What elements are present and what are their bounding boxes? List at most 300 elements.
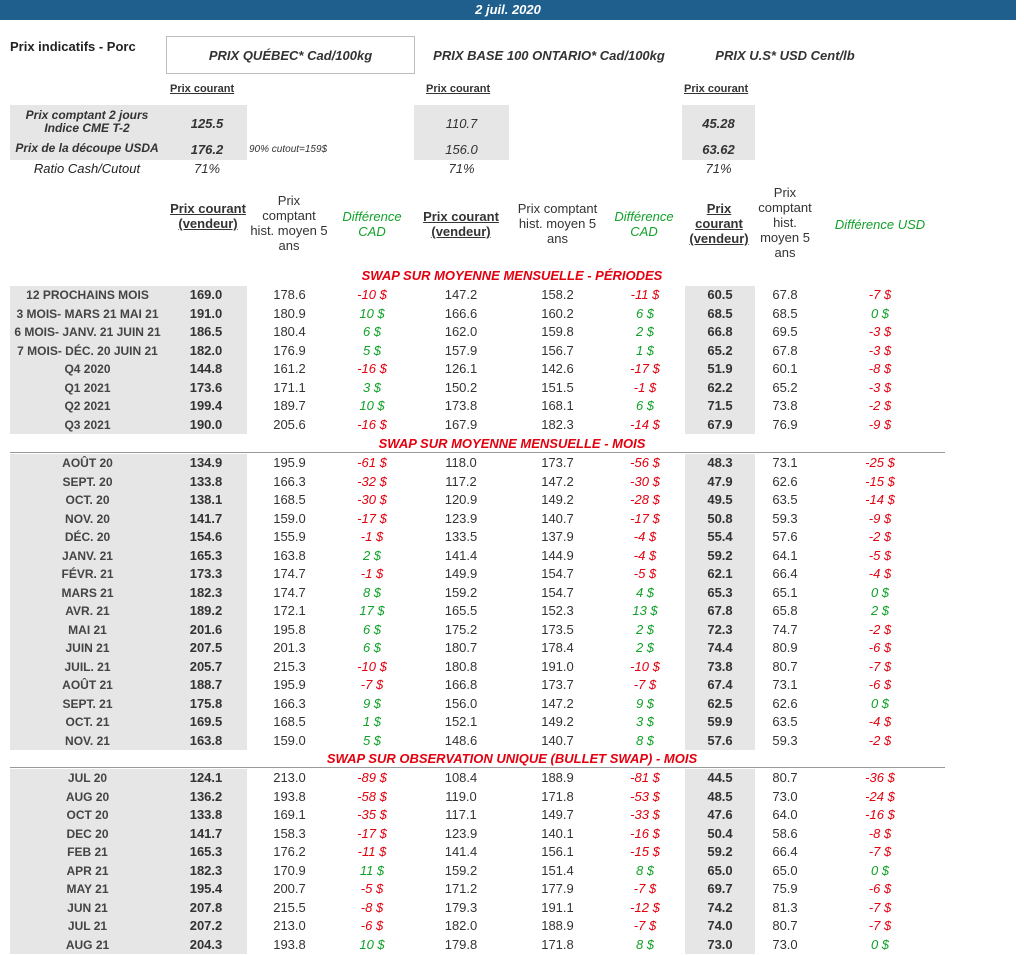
table-cell: 163.8	[189, 732, 223, 748]
table-cell: 188.9	[541, 770, 574, 785]
table-row	[0, 695, 1024, 714]
table-cell: -5 $	[360, 881, 384, 896]
table-cell: 195.9	[273, 677, 306, 692]
table-cell: 47.6	[707, 807, 733, 822]
table-cell: -1 $	[360, 529, 384, 544]
table-row	[0, 286, 1024, 305]
table-cell: -3 $	[868, 324, 892, 339]
table-cell: 67.8	[707, 603, 733, 618]
table-cell: 195.8	[273, 621, 306, 637]
table-row	[0, 843, 1024, 862]
table-cell: 149.9	[444, 566, 478, 581]
table-cell: 177.9	[541, 881, 574, 896]
cutout-label: Prix de la découpe USDA	[15, 141, 159, 155]
table-cell: 74.2	[707, 899, 733, 915]
cash-index-label: Prix comptant 2 jours Indice CME T-2	[25, 108, 149, 135]
table-cell: 207.2	[189, 918, 223, 933]
table-cell: 65.0	[772, 862, 798, 878]
table-cell: 159.8	[541, 324, 574, 339]
table-cell: 73.1	[772, 455, 798, 470]
table-cell: -5 $	[868, 547, 892, 563]
table-cell: 51.9	[707, 361, 733, 376]
table-cell: 201.3	[273, 640, 306, 655]
table-cell: 133.8	[189, 473, 223, 489]
row-label: Q4 2020	[64, 362, 111, 376]
table-cell: 199.4	[189, 398, 223, 413]
table-cell: 154.7	[541, 566, 574, 581]
table-cell: 144.9	[541, 547, 574, 563]
table-cell: 108.4	[444, 770, 478, 785]
col-a-hist: Prix comptant hist. moyen 5 ans	[250, 193, 328, 253]
table-cell: -7 $	[868, 899, 892, 915]
table-cell: 180.8	[444, 658, 478, 674]
table-cell: -8 $	[868, 361, 892, 376]
table-cell: 68.5	[772, 305, 798, 321]
ontario-cutout-value: 156.0	[445, 142, 478, 157]
table-cell: 160.2	[541, 305, 574, 321]
table-cell: -6 $	[868, 881, 892, 896]
table-cell: 69.5	[772, 324, 798, 339]
table-cell: 205.6	[273, 416, 306, 432]
table-cell: 48.5	[707, 788, 733, 804]
table-cell: 63.5	[772, 492, 798, 507]
table-cell: 173.7	[541, 455, 574, 470]
row-label: Q1 2021	[64, 380, 111, 395]
table-cell: 8 $	[635, 936, 655, 952]
col-a-diff: Différence CAD	[342, 209, 402, 239]
table-cell: 6 $	[635, 398, 655, 413]
col-c-prix: Prix courant (vendeur)	[689, 201, 749, 246]
table-cell: 11 $	[359, 862, 385, 878]
table-cell: 173.8	[444, 398, 478, 413]
table-cell: 6 $	[635, 305, 655, 321]
table-cell: 50.4	[707, 825, 733, 841]
table-cell: -2 $	[868, 529, 892, 544]
table-row	[0, 639, 1024, 658]
row-label: 3 MOIS- MARS 21 MAI 21	[16, 306, 159, 321]
table-cell: 182.3	[189, 584, 223, 600]
table-cell: 205.7	[189, 658, 223, 674]
table-cell: 74.0	[707, 918, 733, 933]
row-label: JUIN 21	[65, 641, 110, 655]
table-cell: 119.0	[445, 788, 477, 804]
table-cell: 140.1	[541, 825, 574, 841]
table-cell: 149.2	[541, 714, 574, 729]
table-cell: 55.4	[707, 529, 733, 544]
table-cell: -35 $	[357, 807, 387, 822]
table-cell: -15 $	[630, 844, 660, 859]
row-label: FEB 21	[67, 845, 108, 859]
table-cell: -8 $	[868, 825, 892, 841]
table-row	[0, 917, 1024, 936]
table-cell: 168.5	[273, 492, 306, 507]
table-row	[0, 806, 1024, 825]
table-cell: 67.8	[772, 342, 798, 358]
quebec-header: PRIX QUÉBEC* Cad/100kg	[208, 48, 373, 63]
table-cell: -2 $	[868, 398, 892, 413]
table-cell: 10 $	[359, 398, 385, 413]
table-cell: 174.7	[273, 584, 306, 600]
table-cell: -17 $	[357, 825, 387, 841]
table-cell: 8 $	[635, 732, 655, 748]
table-cell: -17 $	[357, 510, 387, 526]
table-cell: 175.8	[189, 695, 223, 711]
table-cell: -2 $	[868, 732, 892, 748]
table-cell: 73.0	[772, 936, 798, 952]
row-label: DEC 20	[66, 826, 109, 841]
table-cell: -10 $	[630, 658, 660, 674]
table-cell: 182.3	[189, 862, 223, 878]
row-label: Q3 2021	[64, 417, 111, 432]
table-cell: 3 $	[635, 714, 655, 729]
cutout-note: 90% cutout=159$	[249, 144, 328, 155]
table-cell: 195.9	[273, 455, 306, 470]
table-cell: 2 $	[635, 640, 655, 655]
table-cell: 59.9	[707, 714, 733, 729]
table-row	[0, 825, 1024, 844]
table-cell: 74.4	[707, 640, 733, 655]
table-row	[0, 899, 1024, 918]
table-cell: 156.7	[541, 342, 574, 358]
row-label: AUG 21	[65, 937, 110, 952]
table-cell: 171.8	[541, 936, 574, 952]
table-cell: -3 $	[868, 342, 892, 358]
table-cell: 133.5	[444, 529, 478, 544]
table-cell: -16 $	[357, 361, 387, 376]
table-cell: 188.9	[541, 918, 574, 933]
table-cell: 58.6	[772, 825, 798, 841]
row-label: JUIL. 21	[64, 659, 111, 674]
table-cell: 167.9	[444, 416, 478, 432]
row-label: AOÛT 21	[62, 678, 113, 692]
table-cell: 174.7	[273, 566, 306, 581]
table-cell: 80.7	[772, 918, 798, 933]
col-b-prix: Prix courant (vendeur)	[423, 209, 499, 239]
table-cell: -11 $	[357, 844, 387, 859]
row-label: 7 MOIS- DÉC. 20 JUIN 21	[17, 343, 158, 358]
table-cell: 137.9	[541, 529, 574, 544]
table-cell: 62.2	[707, 379, 733, 395]
table-row	[0, 732, 1024, 751]
table-cell: -89 $	[357, 770, 387, 785]
table-cell: 123.9	[444, 825, 478, 841]
table-cell: 166.3	[273, 695, 306, 711]
table-cell: 81.3	[772, 899, 798, 915]
table-cell: -16 $	[865, 807, 895, 822]
row-label: APR 21	[66, 863, 109, 878]
table-cell: 65.1	[772, 584, 798, 600]
table-cell: -1 $	[633, 379, 657, 395]
table-cell: 150.2	[444, 379, 478, 395]
table-cell: 73.0	[772, 788, 798, 804]
table-cell: 157.9	[444, 342, 478, 358]
table-cell: 0 $	[870, 862, 890, 878]
table-cell: 173.5	[541, 621, 574, 637]
table-cell: 142.6	[541, 361, 574, 376]
row-label: SEPT. 20	[62, 474, 113, 489]
table-cell: 190.0	[189, 416, 223, 432]
row-label: JANV. 21	[62, 548, 113, 563]
table-cell: 215.3	[273, 658, 306, 674]
table-row	[0, 584, 1024, 603]
table-cell: 73.8	[772, 398, 798, 413]
table-cell: 215.5	[273, 899, 306, 915]
date-banner: 2 juil. 2020	[0, 0, 1016, 20]
table-cell: -7 $	[868, 918, 892, 933]
table-cell: -16 $	[630, 825, 660, 841]
table-cell: 5 $	[362, 732, 382, 748]
table-cell: 6 $	[362, 621, 382, 637]
table-cell: 176.2	[273, 844, 306, 859]
table-cell: -12 $	[630, 899, 660, 915]
table-cell: -36 $	[865, 770, 895, 785]
row-label: AUG 20	[65, 789, 110, 804]
us-cutout-value: 63.62	[702, 142, 735, 157]
table-cell: -28 $	[630, 492, 660, 507]
table-cell: 74.7	[772, 621, 798, 637]
table-cell: 165.5	[444, 603, 478, 618]
table-cell: -11 $	[630, 287, 660, 302]
table-cell: -5 $	[633, 566, 657, 581]
table-cell: -6 $	[868, 640, 892, 655]
table-cell: 50.8	[707, 510, 733, 526]
table-row	[0, 862, 1024, 881]
table-cell: 176.9	[273, 342, 306, 358]
table-cell: 117.2	[445, 473, 477, 489]
row-label: OCT. 21	[65, 715, 110, 729]
table-cell: 2 $	[635, 324, 655, 339]
table-cell: -16 $	[357, 416, 387, 432]
table-cell: 168.1	[541, 398, 574, 413]
table-cell: 141.7	[189, 510, 223, 526]
table-cell: 65.8	[772, 603, 798, 618]
table-cell: 180.9	[273, 305, 306, 321]
row-label: MAI 21	[68, 622, 107, 637]
table-cell: 149.2	[541, 492, 574, 507]
row-label: AOÛT 20	[62, 456, 113, 470]
row-label: JUL 20	[67, 771, 108, 785]
table-cell: -15 $	[865, 473, 895, 489]
table-cell: -81 $	[630, 770, 660, 785]
row-label: AVR. 21	[65, 604, 110, 618]
table-cell: 65.0	[707, 862, 733, 878]
table-row	[0, 510, 1024, 529]
table-cell: 62.6	[772, 473, 798, 489]
table-cell: 59.3	[772, 732, 798, 748]
table-cell: -1 $	[360, 566, 384, 581]
ontario-ratio-value: 71%	[448, 161, 475, 176]
table-cell: 8 $	[362, 584, 382, 600]
table-cell: 156.1	[541, 844, 574, 859]
table-cell: 171.1	[273, 379, 306, 395]
table-cell: 0 $	[870, 305, 890, 321]
page-title: Prix indicatifs - Porc	[10, 39, 136, 54]
table-cell: -6 $	[868, 677, 892, 692]
table-cell: 80.7	[772, 770, 798, 785]
table-cell: 80.7	[772, 658, 798, 674]
table-cell: 207.5	[189, 640, 223, 655]
table-cell: 152.1	[444, 714, 478, 729]
table-cell: 80.9	[772, 640, 798, 655]
table-cell: 0 $	[870, 936, 890, 952]
table-cell: 154.7	[541, 584, 574, 600]
table-cell: 65.2	[772, 379, 798, 395]
table-cell: 124.1	[189, 770, 223, 785]
table-cell: 193.8	[273, 788, 306, 804]
table-row	[0, 936, 1024, 955]
table-cell: 189.2	[189, 603, 223, 618]
table-cell: 171.2	[444, 881, 478, 896]
table-cell: 140.7	[541, 510, 574, 526]
col-b-hist: Prix comptant hist. moyen 5 ans	[517, 201, 598, 246]
table-cell: 73.0	[707, 936, 733, 952]
table-row	[0, 454, 1024, 473]
table-cell: -53 $	[630, 788, 660, 804]
table-cell: -6 $	[360, 918, 384, 933]
table-cell: 200.7	[273, 881, 306, 896]
table-cell: 191.0	[541, 658, 574, 674]
table-cell: -58 $	[357, 788, 387, 804]
table-cell: 161.2	[273, 361, 306, 376]
table-cell: 149.7	[541, 807, 574, 822]
table-cell: 2 $	[362, 547, 382, 563]
table-cell: 169.1	[273, 807, 306, 822]
table-cell: 165.3	[189, 547, 223, 563]
table-cell: 147.2	[444, 287, 478, 302]
quebec-ratio-value: 71%	[193, 161, 221, 176]
row-label: NOV. 20	[65, 511, 110, 526]
table-cell: -24 $	[865, 788, 895, 804]
table-cell: -25 $	[865, 455, 895, 470]
table-cell: 67.9	[707, 416, 733, 432]
col-c-hist: Prix comptant hist. moyen 5 ans	[758, 185, 812, 260]
col-b-diff: Différence CAD	[614, 209, 674, 239]
row-label: Q2 2021	[64, 399, 111, 413]
table-cell: 2 $	[635, 621, 655, 637]
row-label: OCT 20	[66, 808, 109, 822]
table-cell: 17 $	[359, 603, 385, 618]
table-cell: -4 $	[868, 566, 892, 581]
table-cell: 159.2	[444, 584, 478, 600]
table-cell: -3 $	[868, 379, 892, 395]
table-cell: 3 $	[362, 379, 382, 395]
row-label: SEPT. 21	[62, 696, 113, 711]
table-cell: 44.5	[707, 770, 733, 785]
table-cell: 188.7	[189, 677, 223, 692]
table-cell: -7 $	[633, 677, 657, 692]
table-cell: -33 $	[630, 807, 660, 822]
table-cell: 140.7	[541, 732, 574, 748]
table-row	[0, 788, 1024, 807]
table-cell: 72.3	[707, 621, 733, 637]
table-row	[0, 713, 1024, 732]
table-cell: 155.9	[273, 529, 306, 544]
table-cell: 136.2	[189, 788, 223, 804]
table-row	[0, 602, 1024, 621]
table-cell: 169.5	[189, 714, 223, 729]
table-cell: 204.3	[189, 936, 223, 952]
table-cell: 173.3	[189, 566, 223, 581]
quebec-cash-value: 125.5	[190, 116, 224, 131]
table-row	[0, 305, 1024, 324]
table-cell: 173.7	[541, 677, 574, 692]
table-row	[0, 528, 1024, 547]
table-row	[0, 658, 1024, 677]
table-cell: 191.0	[189, 305, 223, 321]
table-cell: 6 $	[362, 324, 382, 339]
quebec-cutout-value: 176.2	[190, 142, 224, 157]
us-cash-value: 45.28	[702, 116, 735, 131]
table-cell: 68.5	[707, 305, 733, 321]
table-cell: -7 $	[633, 881, 657, 896]
table-row	[0, 491, 1024, 510]
table-cell: 166.3	[273, 473, 306, 489]
table-cell: 189.7	[273, 398, 306, 413]
table-cell: 65.2	[707, 342, 733, 358]
col-a-prix: Prix courant (vendeur)	[170, 201, 246, 231]
table-cell: 120.9	[444, 492, 478, 507]
table-row	[0, 769, 1024, 788]
table-cell: 9 $	[635, 695, 655, 711]
table-cell: -7 $	[868, 844, 892, 859]
table-cell: 175.2	[444, 621, 478, 637]
table-cell: 133.8	[189, 807, 223, 822]
table-row	[0, 397, 1024, 416]
table-cell: 65.3	[707, 584, 733, 600]
table-cell: 173.6	[189, 379, 223, 395]
table-cell: 75.9	[772, 881, 798, 896]
table-cell: 9 $	[362, 695, 382, 711]
row-label: OCT. 20	[65, 493, 110, 507]
table-row	[0, 565, 1024, 584]
prix-courant-label-ontario: Prix courant	[426, 83, 491, 95]
table-cell: -9 $	[868, 510, 892, 526]
table-cell: 191.1	[541, 899, 574, 915]
table-cell: -17 $	[630, 510, 660, 526]
row-label: MARS 21	[61, 585, 114, 600]
table-cell: -7 $	[633, 918, 657, 933]
table-cell: 159.0	[273, 510, 306, 526]
table-cell: 8 $	[635, 862, 655, 878]
table-cell: 76.9	[772, 416, 798, 432]
table-row	[0, 323, 1024, 342]
prix-courant-label-quebec: Prix courant	[170, 83, 235, 95]
table-cell: 57.6	[707, 732, 733, 748]
table-cell: 66.4	[772, 566, 798, 581]
table-cell: 182.0	[189, 342, 223, 358]
table-cell: 180.7	[444, 640, 478, 655]
table-cell: 47.9	[707, 473, 733, 489]
table-cell: -56 $	[630, 455, 660, 470]
table-cell: 213.0	[273, 918, 306, 933]
table-cell: 49.5	[707, 492, 733, 507]
table-cell: 64.0	[772, 807, 798, 822]
table-cell: -10 $	[357, 287, 387, 302]
section-title: SWAP SUR MOYENNE MENSUELLE - PÉRIODES	[361, 268, 663, 283]
table-cell: -4 $	[868, 714, 892, 729]
ontario-header: PRIX BASE 100 ONTARIO* Cad/100kg	[433, 48, 665, 63]
us-ratio-value: 71%	[705, 161, 732, 176]
col-c-diff: Différence USD	[834, 217, 926, 232]
table-cell: 201.6	[189, 621, 223, 637]
table-cell: -61 $	[357, 455, 387, 470]
table-cell: 186.5	[189, 324, 223, 339]
table-cell: 195.4	[189, 881, 223, 896]
table-cell: 166.8	[444, 677, 478, 692]
table-cell: 0 $	[870, 695, 890, 711]
table-cell: 60.1	[772, 361, 798, 376]
table-cell: 10 $	[359, 936, 385, 952]
